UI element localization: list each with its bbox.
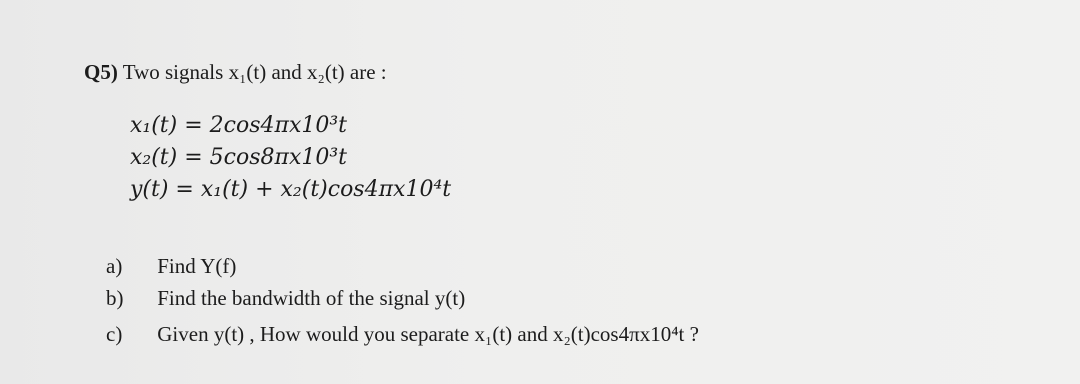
part-c bbox=[106, 322, 699, 347]
part-b bbox=[106, 286, 465, 311]
equation-y: y(t) = x₁(t) + x₂(t)cos4πx10⁴t bbox=[130, 177, 452, 202]
part-a bbox=[106, 254, 236, 279]
part-b-text: Find the bandwidth of the signal y(t) bbox=[157, 286, 466, 310]
question-number: Q5) bbox=[84, 60, 118, 84]
question-heading bbox=[84, 60, 387, 85]
part-b-label: b) bbox=[106, 286, 124, 310]
part-a-label: a) bbox=[106, 254, 123, 278]
question-intro: Two signals x₁(t) and x₂(t) are : bbox=[122, 60, 387, 84]
equation-x1: x₁(t) = 2cos4πx10³t bbox=[130, 113, 348, 138]
equation-x2: x₂(t) = 5cos8πx10³t bbox=[130, 145, 348, 170]
part-c-text: Given y(t) , How would you separate x₁(t) and x₂(t)cos4πx10⁴t ? bbox=[157, 322, 699, 346]
part-c-label: c) bbox=[106, 322, 123, 346]
part-a-text: Find Y(f) bbox=[157, 254, 237, 278]
